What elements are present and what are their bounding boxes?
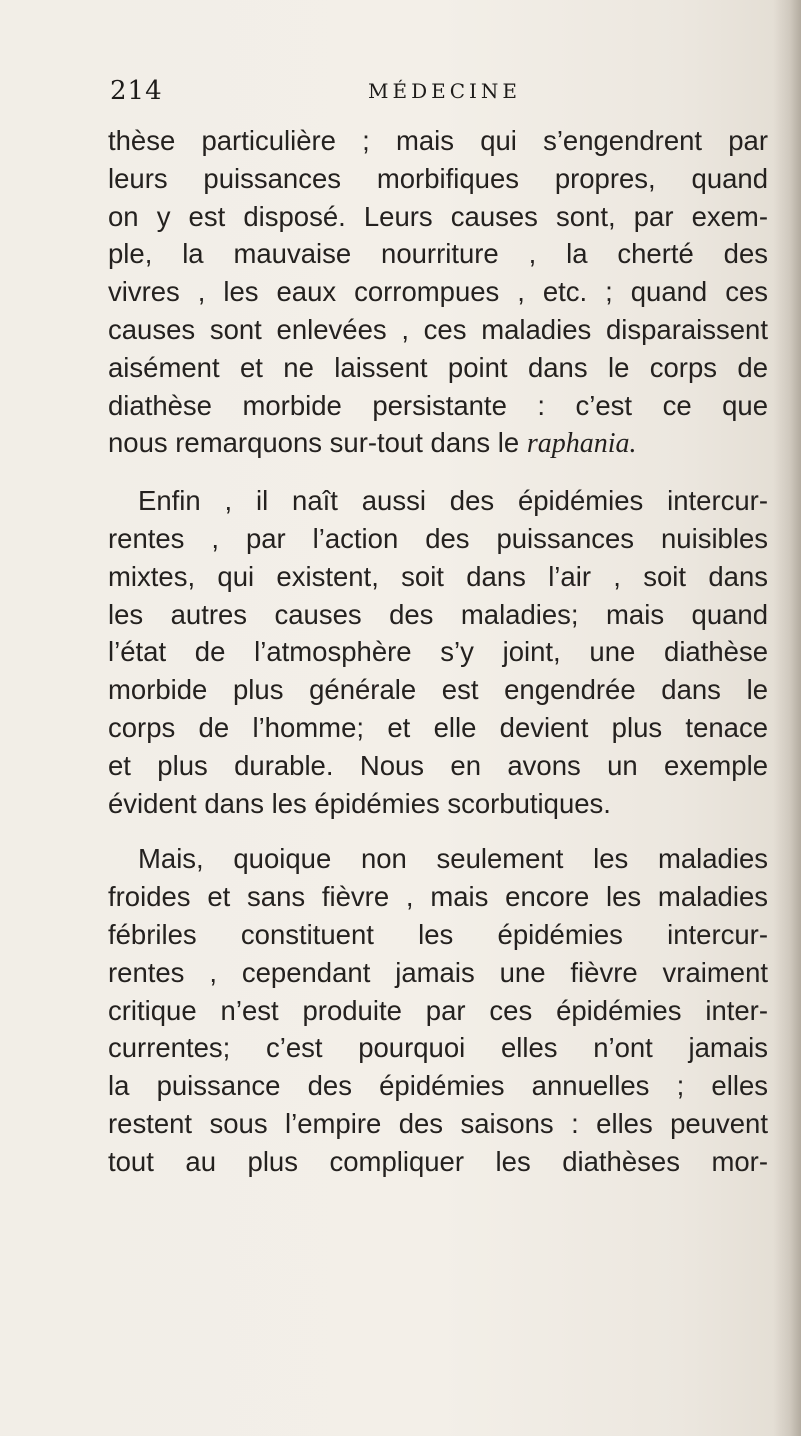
text-line: corps de l’homme; et elle devient plus tenace bbox=[108, 711, 768, 743]
text-line: thèse particulière ; mais qui s’engendrent par bbox=[108, 125, 768, 156]
text-line: tout au plus compliquer les diathèses mor- bbox=[108, 1145, 768, 1177]
text-run: nous remarquons sur-tout dans le bbox=[108, 427, 527, 459]
text-line: critique n’est produite par ces épidémies inter- bbox=[108, 994, 768, 1026]
text-line: mixtes, qui existent, soit dans l’air , soit dans bbox=[108, 560, 768, 592]
paragraph-1 bbox=[108, 122, 768, 462]
text-line: morbide plus générale est engendrée dans le bbox=[108, 674, 768, 706]
paragraph-2 bbox=[108, 482, 768, 822]
text-line: diathèse morbide persistante : c’est ce que bbox=[108, 389, 768, 421]
text-line: les autres causes des maladies; mais quand bbox=[108, 598, 768, 630]
page-number: 214 bbox=[110, 76, 163, 106]
text-line: rentes , cependant jamais une fièvre vraiment bbox=[108, 956, 768, 988]
text-line: currentes; c’est pourquoi elles n’ont jamais bbox=[108, 1032, 768, 1064]
text-line: ple, la mauvaise nourriture , la cherté des bbox=[108, 238, 768, 270]
text-line: causes sont enlevées , ces maladies disparaissent bbox=[108, 313, 768, 345]
text-line: leurs puissances morbifiques propres, quand bbox=[108, 162, 768, 194]
text-line-last bbox=[108, 424, 768, 462]
page-header bbox=[110, 76, 730, 116]
text-line: la puissance des épidémies annuelles ; elles bbox=[108, 1070, 768, 1102]
text-line: Mais, quoique non seulement les maladies bbox=[138, 843, 768, 875]
text-line: rentes , par l’action des puissances nuisibles bbox=[108, 522, 768, 554]
text-line: fébriles constituent les épidémies intercur- bbox=[108, 918, 768, 950]
text-line: l’état de l’atmosphère s’y joint, une diathèse bbox=[108, 636, 768, 668]
text-line: Enfin , il naît aussi des épidémies intercur- bbox=[138, 485, 768, 517]
body-text bbox=[108, 122, 768, 1199]
text-line: et plus durable. Nous en avons un exemple bbox=[108, 749, 768, 781]
italic-term: raphania. bbox=[526, 428, 637, 460]
text-line: vivres , les eaux corrompues , etc. ; quand ces bbox=[108, 276, 768, 308]
text-line: aisément et ne laissent point dans le corps de bbox=[108, 351, 768, 383]
running-title: MÉDECINE bbox=[368, 79, 522, 103]
text-line: on y est disposé. Leurs causes sont, par exem- bbox=[108, 200, 768, 232]
paragraph-3 bbox=[108, 840, 768, 1180]
text-line: restent sous l’empire des saisons : elles peuvent bbox=[108, 1107, 768, 1139]
page-edge-shadow bbox=[773, 0, 801, 1436]
text-line: froides et sans fièvre , mais encore les maladies bbox=[108, 881, 768, 913]
text-line-last: évident dans les épidémies scorbutiques. bbox=[108, 787, 611, 819]
